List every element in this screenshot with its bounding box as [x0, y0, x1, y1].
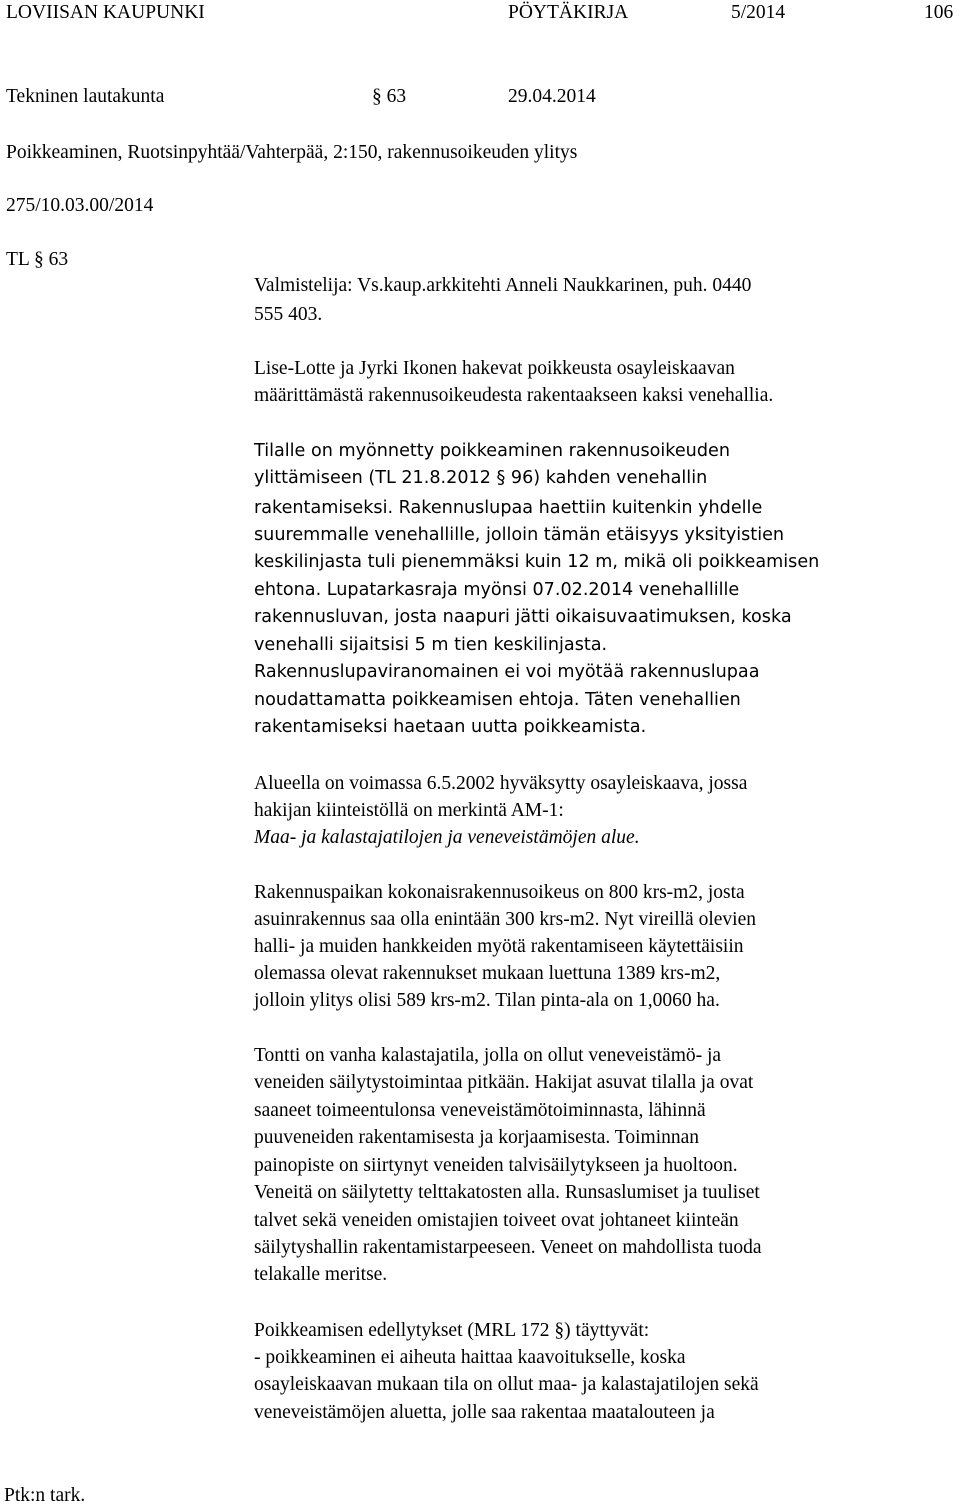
- board-name: Tekninen lautakunta: [6, 86, 165, 107]
- applicants-line-1: Lise-Lotte ja Jyrki Ikonen hakevat poikkeusta osayleiskaavan: [254, 358, 735, 379]
- building-rights-line-3: halli- ja muiden hankkeiden myötä rakentamiseen käytettäisiin: [254, 936, 744, 957]
- history-line-4: suuremmalle venehallille, jolloin tämän etäisyys yksityistien: [254, 525, 785, 545]
- background-line-1: Tontti on vanha kalastajatila, jolla on ollut veneveistämö- ja: [254, 1045, 722, 1066]
- record-number: 275/10.03.00/2014: [6, 195, 154, 216]
- plan-designation: Maa- ja kalastajatilojen ja veneveistämöjen alue.: [254, 827, 640, 848]
- plan-line-2: hakijan kiinteistöllä on merkintä AM-1:: [254, 800, 564, 821]
- history-line-5: keskilinjasta tuli pienemmäksi kuin 12 m, mikä oli poikkeamisen: [254, 552, 820, 572]
- background-line-7: talvet sekä veneiden omistajien toiveet ovat johtaneet kiinteän: [254, 1210, 739, 1231]
- background-line-3: saaneet toimeentulonsa veneveistämötoiminnasta, lähinnä: [254, 1100, 706, 1121]
- history-line-2: ylittämiseen (TL 21.8.2012 § 96) kahden venehallin: [254, 468, 708, 488]
- conditions-line-1: Poikkeamisen edellytykset (MRL 172 §) täyttyvät:: [254, 1320, 650, 1341]
- tl-reference: TL § 63: [6, 249, 69, 270]
- history-line-8: venehalli sijaitsisi 5 m tien keskilinjasta.: [254, 635, 608, 655]
- history-line-6: ehtona. Lupatarkasraja myönsi 07.02.2014 venehallille: [254, 580, 740, 600]
- history-line-7: rakennusluvan, josta naapuri jätti oikaisuvaatimuksen, koska: [254, 607, 792, 627]
- document-type: PÖYTÄKIRJA: [508, 2, 629, 23]
- background-line-9: telakalle meritse.: [254, 1264, 388, 1285]
- applicants-line-2: määrittämästä rakennusoikeudesta rakentaakseen kaksi venehallia.: [254, 385, 774, 406]
- organization-name: LOVIISAN KAUPUNKI: [6, 2, 205, 23]
- page-number: 106: [924, 2, 954, 23]
- background-line-2: veneiden säilytystoimintaa pitkään. Hakijat asuvat tilalla ja ovat: [254, 1072, 754, 1093]
- building-rights-line-5: jolloin ylitys olisi 589 krs-m2. Tilan pinta-ala on 1,0060 ha.: [254, 990, 720, 1011]
- background-line-4: puuveneiden rakentamisesta ja korjaamisesta. Toiminnan: [254, 1127, 700, 1148]
- preparer-line-1: Valmistelija: Vs.kaup.arkkitehti Anneli Naukkarinen, puh. 0440: [254, 275, 752, 296]
- building-rights-line-4: olemassa olevat rakennukset mukaan luettuna 1389 krs-m2,: [254, 963, 721, 984]
- conditions-line-4: veneveistämöjen aluetta, jolle saa rakentaa maatalouteen ja: [254, 1402, 715, 1423]
- building-rights-line-1: Rakennuspaikan kokonaisrakennusoikeus on 800 krs-m2, josta: [254, 882, 745, 903]
- plan-line-1: Alueella on voimassa 6.5.2002 hyväksytty osayleiskaava, jossa: [254, 773, 748, 794]
- section-number: § 63: [372, 86, 407, 107]
- issue-number: 5/2014: [731, 2, 786, 23]
- conditions-line-2: - poikkeaminen ei aiheuta haittaa kaavoitukselle, koska: [254, 1347, 686, 1368]
- conditions-line-3: osayleiskaavan mukaan tila on ollut maa- ja kalastajatilojen sekä: [254, 1374, 759, 1395]
- item-title: Poikkeaminen, Ruotsinpyhtää/Vahterpää, 2:150, rakennusoikeuden ylitys: [6, 142, 578, 163]
- meeting-date: 29.04.2014: [508, 86, 596, 107]
- background-line-6: Veneitä on säilytetty telttakatosten alla. Runsaslumiset ja tuuliset: [254, 1182, 760, 1203]
- background-line-8: säilytyshallin rakentamistarpeeseen. Veneet on mahdollista tuoda: [254, 1237, 762, 1258]
- background-line-5: painopiste on siirtynyt veneiden talvisäilytykseen ja huoltoon.: [254, 1155, 738, 1176]
- preparer-line-2: 555 403.: [254, 304, 323, 325]
- building-rights-line-2: asuinrakennus saa olla enintään 300 krs-m2. Nyt vireillä olevien: [254, 909, 756, 930]
- footer-note: Ptk:n tark.: [4, 1485, 86, 1506]
- history-line-1: Tilalle on myönnetty poikkeaminen rakennusoikeuden: [254, 441, 730, 461]
- history-line-3: rakentamiseksi. Rakennuslupaa haettiin kuitenkin yhdelle: [254, 498, 763, 518]
- history-line-9: Rakennuslupaviranomainen ei voi myötää rakennuslupaa: [254, 662, 760, 682]
- history-line-10: noudattamatta poikkeamisen ehtoja. Täten venehallien: [254, 690, 741, 710]
- history-line-11: rakentamiseksi haetaan uutta poikkeamista.: [254, 717, 647, 737]
